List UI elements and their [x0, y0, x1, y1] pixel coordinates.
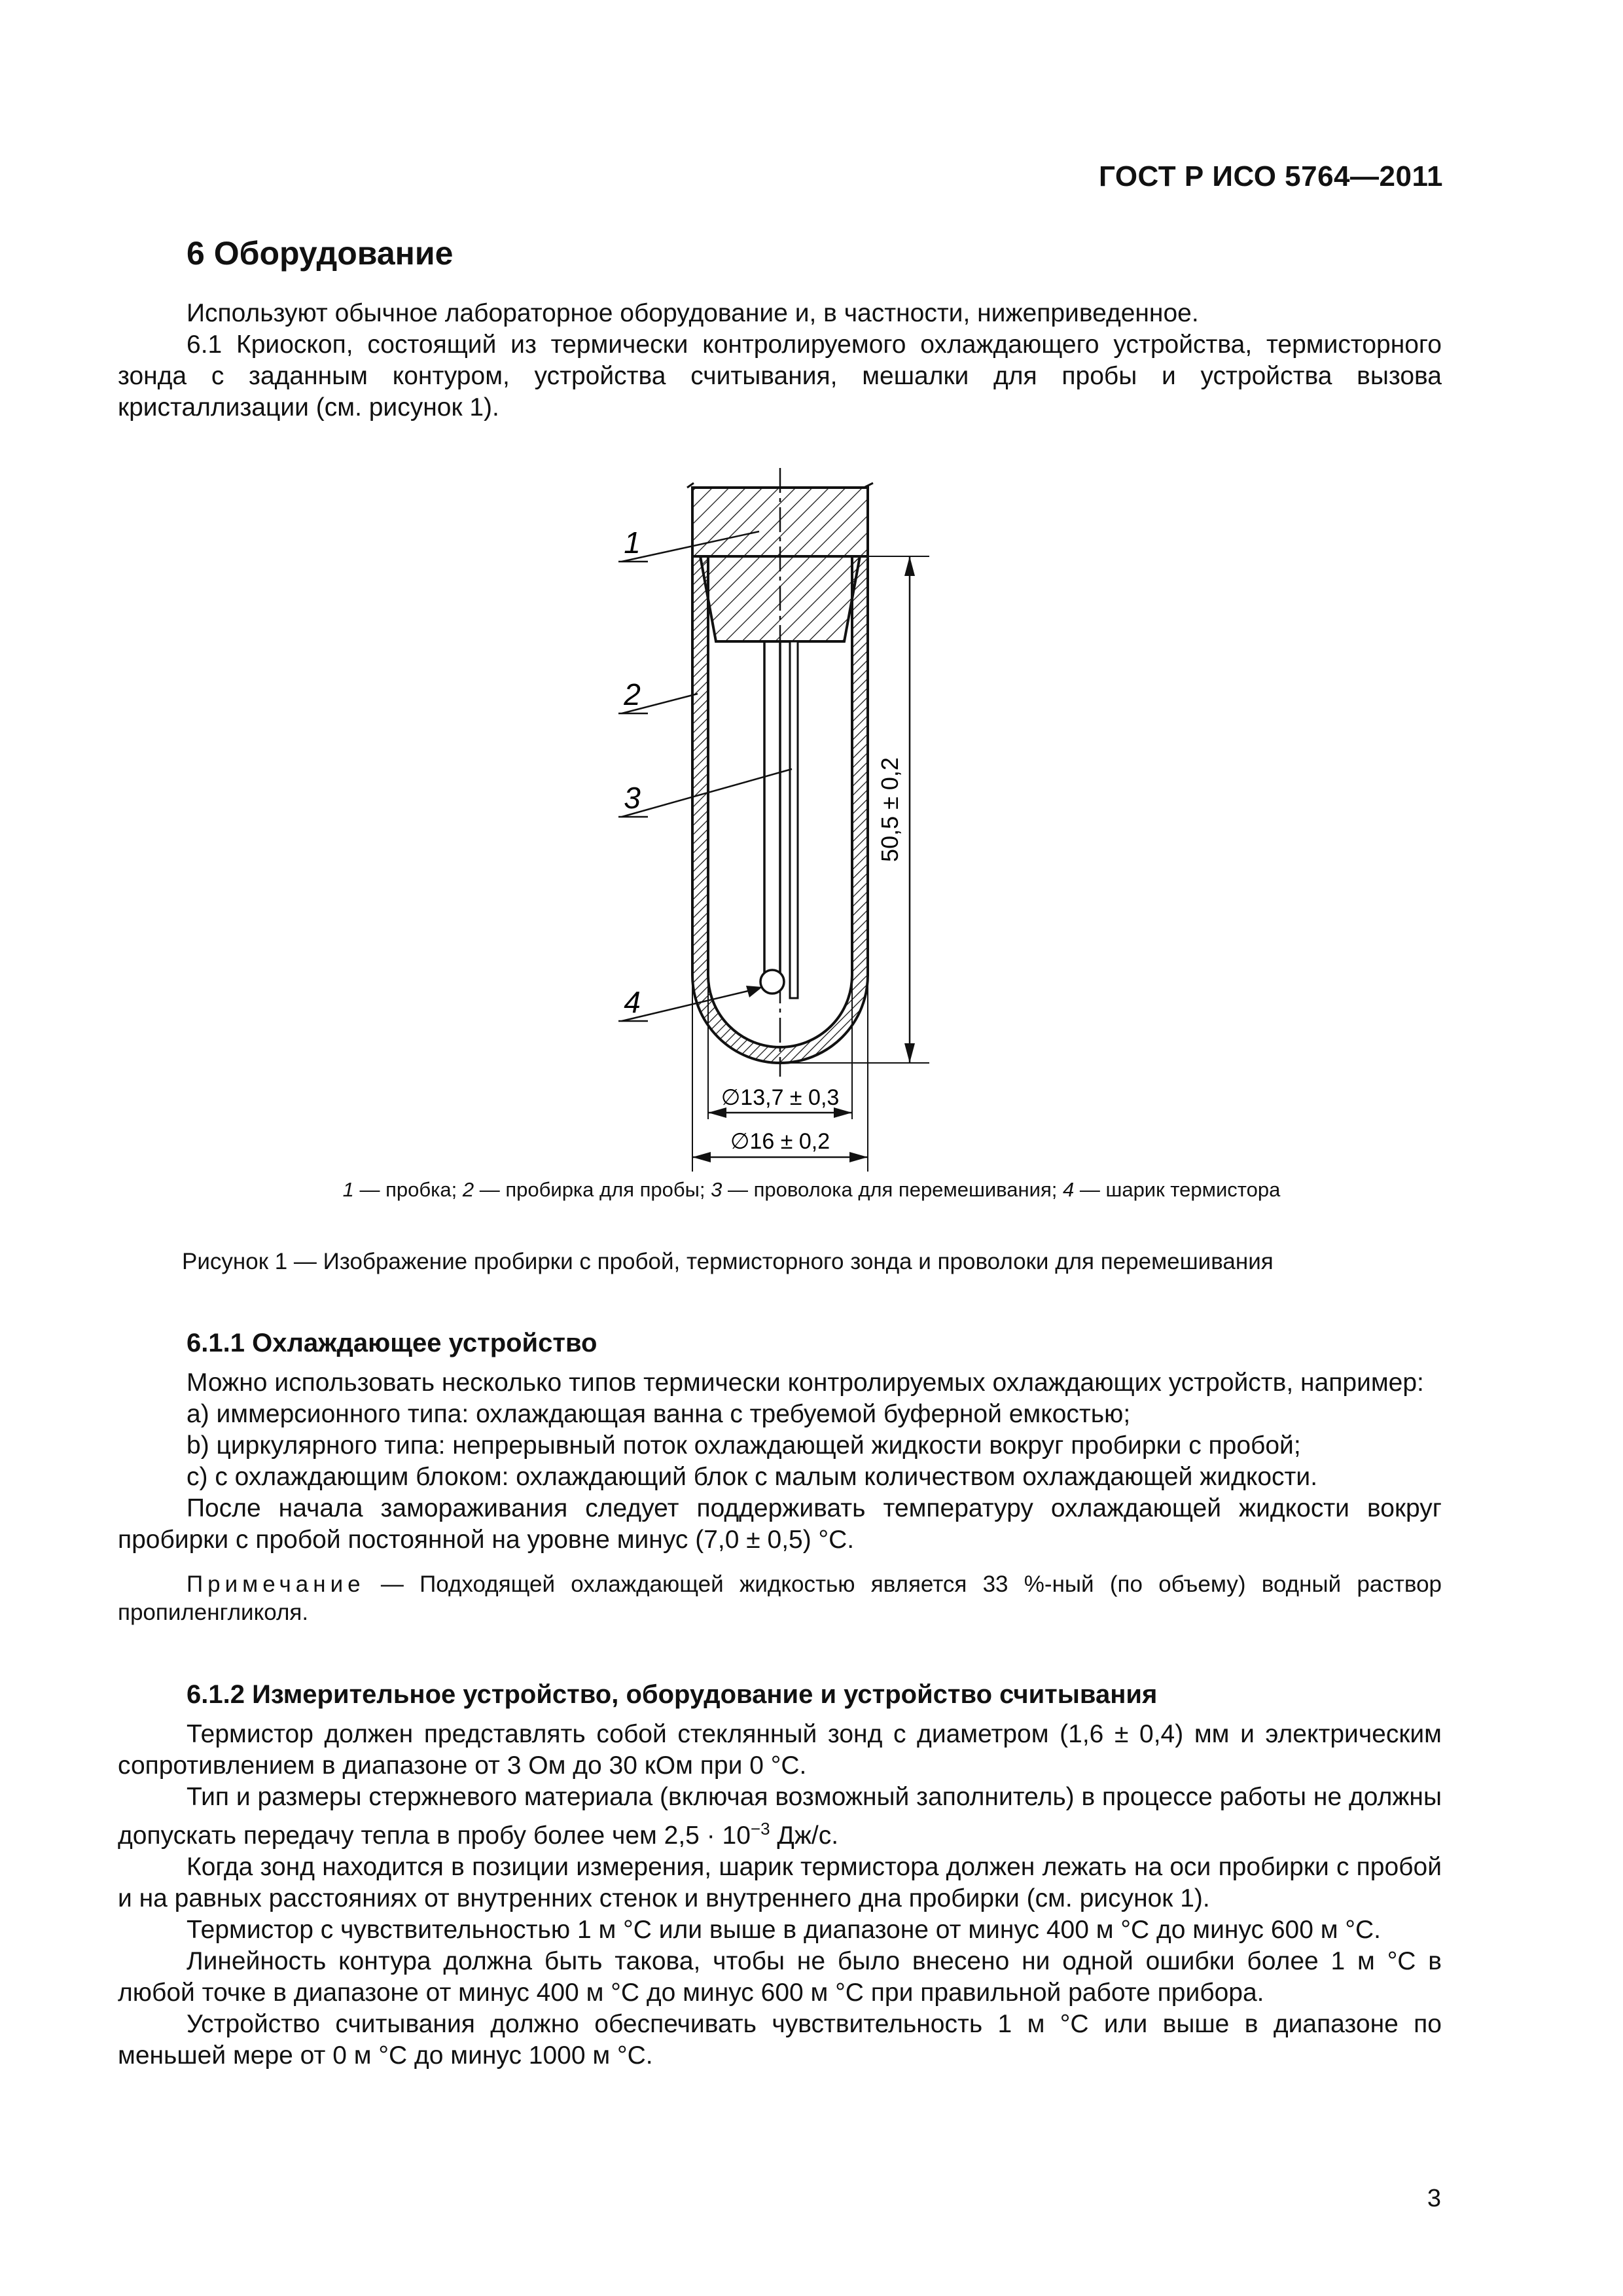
exponent: −3	[750, 1819, 770, 1839]
legend-text-4: — шарик термистора	[1074, 1178, 1281, 1201]
measuring-paragraph-4: Термистор с чувствительностью 1 м °С или выше в диапазоне от минус 400 м °С до минус 600 м °С.	[187, 1916, 1381, 1944]
measuring-paragraph-6: Устройство считывания должно обеспечивать чувствительность 1 м °С или выше в диапазоне по меньшей мере от 0 м °С до минус 1000 м °С.	[118, 2010, 1442, 2070]
intro-paragraph: Используют обычное лабораторное оборудование и, в частности, нижеприведенное.	[187, 299, 1199, 327]
legend-number-4: 4	[1062, 1178, 1075, 1201]
legend-number-2: 2	[462, 1178, 474, 1201]
note-label: Примечание	[187, 1571, 365, 1597]
legend-number-1: 1	[342, 1178, 354, 1201]
cooling-paragraph-2: После начала замораживания следует поддерживать температуру охлаждающей жидкости вокруг пробирки с пробой постоянной на уровне минус (7,0 ± 0,5) °С.	[118, 1494, 1442, 1554]
list-item-a: a) иммерсионного типа: охлаждающая ванна с требуемой буферной емкостью;	[187, 1400, 1131, 1428]
note	[118, 1570, 1442, 1626]
figure-legend	[0, 1178, 1623, 1202]
label-2: 2	[624, 677, 641, 711]
page-number: 3	[1427, 2185, 1441, 2212]
document-code: ГОСТ Р ИСО 5764—2011	[1098, 160, 1443, 192]
list-item-b: b) циркулярного типа: непрерывный поток охлаждающей жидкости вокруг пробирки с пробой;	[187, 1431, 1301, 1460]
measuring-paragraph-1: Термистор должен представлять собой стеклянный зонд с диаметром (1,6 ± 0,4) мм и электрическим сопротивлением в диапазоне от 3 Ом до 30 кОм при 0 °С.	[118, 1720, 1442, 1780]
legend-number-3: 3	[711, 1178, 722, 1201]
legend-text-2: — пробирка для пробы;	[474, 1178, 711, 1201]
legend-text-1: — пробка;	[353, 1178, 463, 1201]
paragraph-6-1: 6.1 Криоскоп, состоящий из термически контролируемого охлаждающего устройства, термисторного зонда с заданным контуром, устройства считывания, мешалки для пробы и устройства вызова кристаллизации (см. рисунок 1).	[118, 331, 1442, 422]
thermistor-bead	[760, 970, 784, 994]
note-text: — Подходящей охлаждающей жидкостью является 33 %-ный (по объему) водный раствор пропиленгликоля.	[118, 1571, 1442, 1625]
section-6-1-1	[118, 1329, 1442, 1626]
subsection-title-6-1-1: 6.1.1 Охлаждающее устройство	[187, 1329, 597, 1357]
callout-4	[618, 985, 762, 1021]
section-6-1-2	[118, 1680, 1442, 2072]
section-title: 6 Оборудование	[187, 235, 454, 272]
dimension-outer-label: ∅16 ± 0,2	[730, 1129, 830, 1154]
measuring-paragraph-2-text: Тип и размеры стержневого материала (включая возможный заполнитель) в процессе работы не должны допускать передачу тепла в пробу более чем 2,5 · 10	[118, 1783, 1442, 1850]
dimension-inner-label: ∅13,7 ± 0,3	[721, 1085, 840, 1110]
stirring-wire	[790, 641, 798, 998]
dimension-height-label: 50,5 ± 0,2	[876, 757, 903, 862]
cooling-paragraph-1: Можно использовать несколько типов термически контролируемых охлаждающих устройств, например:	[187, 1369, 1424, 1397]
measuring-paragraph-2	[118, 1782, 1442, 1852]
label-3: 3	[624, 781, 641, 815]
figure-caption: Рисунок 1 — Изображение пробирки с пробой, термисторного зонда и проволоки для перемешивания	[182, 1249, 1274, 1274]
measuring-paragraph-3: Когда зонд находится в позиции измерения, шарик термистора должен лежать на оси пробирки с пробой и на равных расстояниях от внутренних стенок и внутреннего дна пробирки (см. рисунок 1).	[118, 1853, 1442, 1912]
callout-2	[618, 677, 698, 713]
measuring-paragraph-2-unit: Дж/с.	[770, 1821, 839, 1850]
thermistor-probe	[760, 641, 784, 994]
list-item-c: c) с охлаждающим блоком: охлаждающий блок с малым количеством охлаждающей жидкости.	[187, 1463, 1318, 1491]
legend-text-3: — проволока для перемешивания;	[722, 1178, 1063, 1201]
label-1: 1	[624, 526, 641, 560]
subsection-title-6-1-2: 6.1.2 Измерительное устройство, оборудование и устройство считывания	[187, 1680, 1158, 1709]
measuring-paragraph-5: Линейность контура должна быть такова, чтобы не было внесено ни одной ошибки более 1 м °С в любой точке в диапазоне от минус 400 м °С до минус 600 м °С при правильной работе прибора.	[118, 1947, 1442, 2007]
label-4: 4	[624, 985, 641, 1019]
